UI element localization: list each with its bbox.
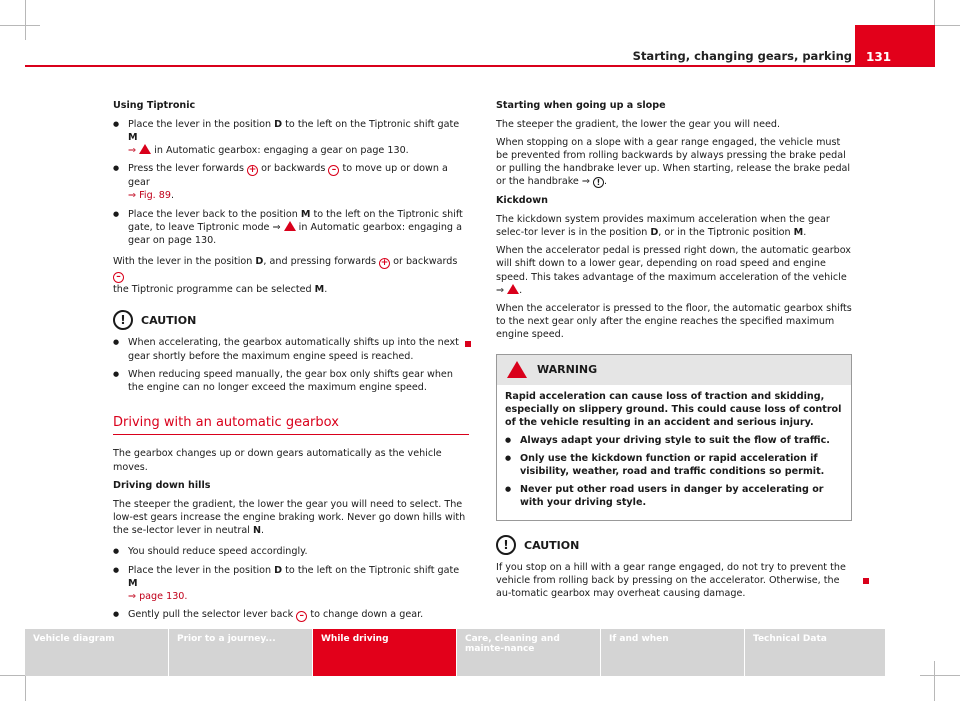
paragraph: If you stop on a hill with a gear range engaged, do not try to prevent the vehicle from rolling back by pressing on the accelerator. Otherwise, the au-tomatic gearbox may overheat causing damage.: [496, 562, 846, 600]
list-item: ● Only use the kickdown function or rapid acceleration if visibility, weather, road and traffic conditions so permit.: [505, 452, 843, 478]
list-item: ● You should reduce speed accordingly.: [113, 545, 469, 558]
list-item: ● Gently pull the selector lever back – to change down a gear.: [113, 608, 469, 622]
header-rule: [25, 65, 935, 67]
paragraph: The kickdown system provides maximum acceleration when the gear selec-tor lever is in the position D, or in the Tiptronic position M.: [496, 213, 830, 238]
caution-header: [113, 310, 469, 330]
caution-icon: !: [113, 310, 133, 330]
paragraph: With the lever in the position D, and pressing forwards + or backwards – the Tiptronic programme can be selected M.: [113, 256, 458, 296]
warning-triangle-icon[interactable]: [284, 221, 296, 231]
plus-key-icon: +: [248, 165, 257, 176]
warning-text: Rapid acceleration can cause loss of traction and skidding, especially on slippery ground. This could cause loss of control of the vehicle resulting in an accident and serious injury.: [505, 390, 842, 428]
paragraph: When stopping on a slope with a gear range engaged, the vehicle must be prevented from rolling backwards by always pressing the brake pedal or pulling the handbrake lever up. When starting, release the brake pedal or the handbrake ⇒ ! .: [496, 137, 851, 188]
chapter-nav: [25, 629, 935, 676]
list-item: ● Always adapt your driving style to suit the flow of traffic.: [505, 434, 843, 447]
section-title: Driving with an automatic gearbox: [113, 416, 469, 435]
list-item: ● Never put other road users in danger by accelerating or with your driving style.: [505, 483, 843, 509]
warning-box: [496, 354, 852, 522]
chapter-title: Starting, changing gears, parking: [632, 49, 852, 63]
figure-link[interactable]: ⇒ Fig. 89: [128, 190, 171, 202]
caution-label: CAUTION: [524, 538, 580, 552]
paragraph: When the accelerator is pressed to the floor, the automatic gearbox shifts to the next gear only after the engine reaches the specified maximum engine speed.: [496, 303, 852, 341]
info-circle-icon[interactable]: !: [593, 177, 604, 188]
caution-label: CAUTION: [141, 313, 197, 327]
downhill-heading: Driving down hills: [113, 480, 211, 492]
uphill-heading: Starting when going up a slope: [496, 100, 666, 111]
tab-if-and-when[interactable]: If and when: [601, 629, 744, 676]
tab-vehicle-diagram[interactable]: Vehicle diagram: [25, 629, 168, 676]
paragraph: The gearbox changes up or down gears automatically as the vehicle moves.: [113, 448, 442, 473]
paragraph: When the accelerator pedal is pressed right down, the automatic gearbox will shift down to a lower gear, depending on road speed and engine speed. This takes advantage of the maximum acceleration of the vehicle ⇒ .: [496, 245, 851, 296]
page-link[interactable]: ⇒ page 130.: [128, 590, 188, 602]
section-end-mark: [863, 578, 869, 584]
tab-care-cleaning[interactable]: Care, cleaning and mainte-nance: [457, 629, 600, 676]
list-item: ● When accelerating, the gearbox automatically shifts up into the next gear shortly before the maximum engine speed is reached.: [113, 336, 469, 362]
cross-ref-link[interactable]: ⇒: [128, 145, 151, 156]
minus-key-icon: –: [328, 165, 339, 176]
warning-triangle-icon: [507, 361, 527, 378]
plus-key-icon: +: [380, 258, 389, 269]
left-column: [113, 99, 469, 628]
paragraph: The steeper the gradient, the lower the gear you will need to select. The low-est gears increase the engine braking work. Never go down hills with the se-lector lever in neutral N.: [113, 498, 466, 536]
minus-key-icon: –: [113, 272, 124, 283]
caution-header: [496, 535, 852, 555]
list-item: ● Place the lever back to the position M to the left on the Tiptronic shift gate, to leave Tiptronic mode ⇒ in Automatic gearbox: engaging a gear on page 130.: [113, 208, 469, 247]
warning-body: [497, 385, 851, 521]
list-item: ● When reducing speed manually, the gear box only shifts gear when the engine can no longer exceed the maximum engine speed.: [113, 368, 469, 394]
list-item: ● Press the lever forwards + or backwards – to move up or down a gear ⇒ Fig. 89.: [113, 162, 469, 202]
list-item: ● Place the lever in the position D to the left on the Tiptronic shift gate M ⇒ page 130.: [113, 564, 469, 603]
warning-label: WARNING: [537, 362, 598, 376]
right-column: [496, 99, 852, 606]
warning-triangle-icon[interactable]: [507, 284, 519, 294]
kickdown-heading: Kickdown: [496, 195, 548, 207]
paragraph: The steeper the gradient, the lower the gear you will need.: [496, 118, 781, 130]
page-number: 131: [866, 50, 892, 64]
tab-while-driving[interactable]: While driving: [313, 629, 456, 676]
warning-triangle-icon: [139, 144, 151, 154]
crop-mark: [0, 25, 40, 26]
crop-mark: [25, 0, 26, 40]
warning-header: [497, 355, 851, 385]
section-end-mark: [465, 341, 471, 347]
tab-prior-to-journey[interactable]: Prior to a journey...: [169, 629, 312, 676]
list-item: ● Place the lever in the position D to the left on the Tiptronic shift gate M ⇒ in Automatic gearbox: engaging a gear on page 130.: [113, 118, 469, 157]
tiptronic-heading: Using Tiptronic: [113, 100, 196, 111]
caution-icon: !: [496, 535, 516, 555]
minus-key-icon: –: [296, 611, 307, 622]
tab-technical-data[interactable]: Technical Data: [745, 629, 885, 676]
